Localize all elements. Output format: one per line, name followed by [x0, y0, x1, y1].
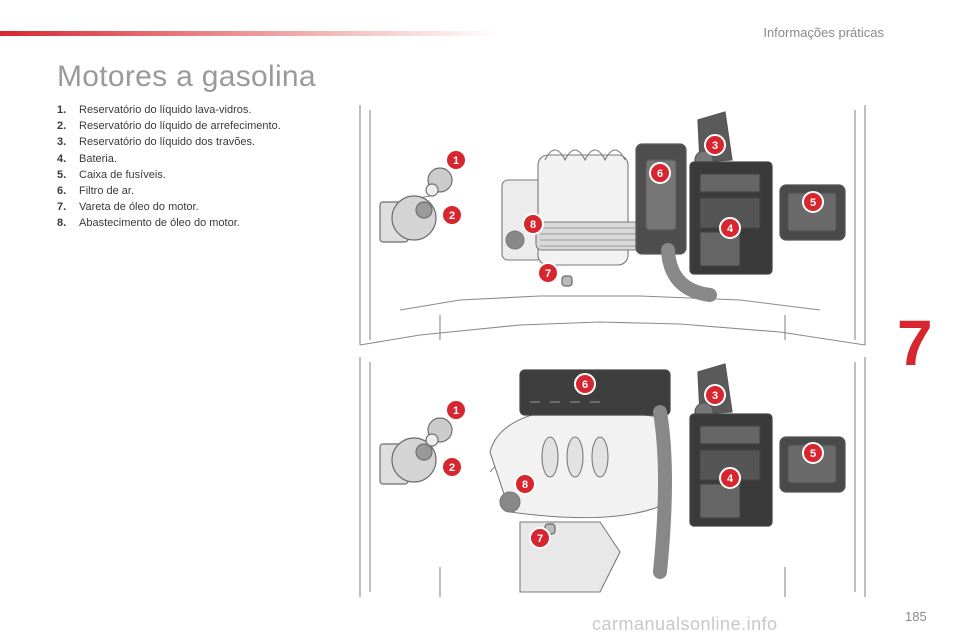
legend-item: 7. Vareta de óleo do motor. — [57, 201, 199, 214]
svg-text:3: 3 — [711, 390, 719, 402]
callout-badge-6 — [650, 163, 670, 183]
legend-item: 6. Filtro de ar. — [57, 185, 135, 198]
legend-item: 1. Reservatório do líquido lava-vidros. — [57, 104, 252, 116]
header-accent-bar — [0, 31, 500, 36]
svg-text:8: 8 — [521, 479, 529, 491]
svg-text:4: 4 — [726, 223, 734, 235]
callout-badge-8 — [523, 214, 543, 234]
page-title: Motores a gasolina — [57, 60, 316, 93]
section-title: Informações práticas — [763, 25, 884, 40]
callout-badge-5 — [803, 192, 823, 212]
callout-badge-5 — [803, 443, 823, 463]
callout-badge-3 — [705, 385, 725, 405]
legend-item: 4. Bateria. — [57, 152, 117, 165]
legend-item: 2. Reservatório do líquido de arrefecimento. — [57, 120, 281, 133]
svg-text:5: 5 — [809, 197, 817, 209]
callout-badge-4 — [720, 468, 740, 488]
callout-badge-6 — [575, 374, 595, 394]
engine-diagram-top — [340, 100, 885, 350]
callout-badge-3 — [705, 135, 725, 155]
callout-badge-2 — [442, 205, 462, 225]
watermark: carmanualsonline.info — [592, 614, 778, 634]
callout-badge-8 — [515, 474, 535, 494]
svg-text:7: 7 — [544, 268, 552, 280]
callout-badge-1 — [446, 150, 466, 170]
callout-badge-4 — [720, 218, 740, 238]
callout-badge-7 — [530, 528, 550, 548]
svg-text:2: 2 — [448, 462, 456, 474]
svg-text:2: 2 — [448, 210, 456, 222]
legend-list — [57, 102, 357, 232]
svg-text:6: 6 — [656, 168, 664, 180]
legend-item: 3. Reservatório do líquido dos travões. — [57, 136, 256, 149]
legend-item: 5. Caixa de fusíveis. — [57, 168, 166, 181]
svg-text:1: 1 — [452, 405, 460, 417]
svg-text:6: 6 — [581, 379, 589, 391]
svg-text:4: 4 — [726, 473, 734, 485]
page-number: 185 — [905, 609, 927, 624]
svg-text:3: 3 — [711, 140, 719, 152]
callout-badge-7 — [538, 263, 558, 283]
svg-text:7: 7 — [536, 533, 544, 545]
svg-text:8: 8 — [529, 219, 537, 231]
svg-text:1: 1 — [452, 155, 460, 167]
svg-text:5: 5 — [809, 448, 817, 460]
chapter-number: 7 — [897, 307, 933, 379]
callout-badge-2 — [442, 457, 462, 477]
callout-badge-1 — [446, 400, 466, 420]
engine-diagram-bottom — [340, 352, 885, 600]
legend-item: 8. Abastecimento de óleo do motor. — [57, 217, 240, 230]
